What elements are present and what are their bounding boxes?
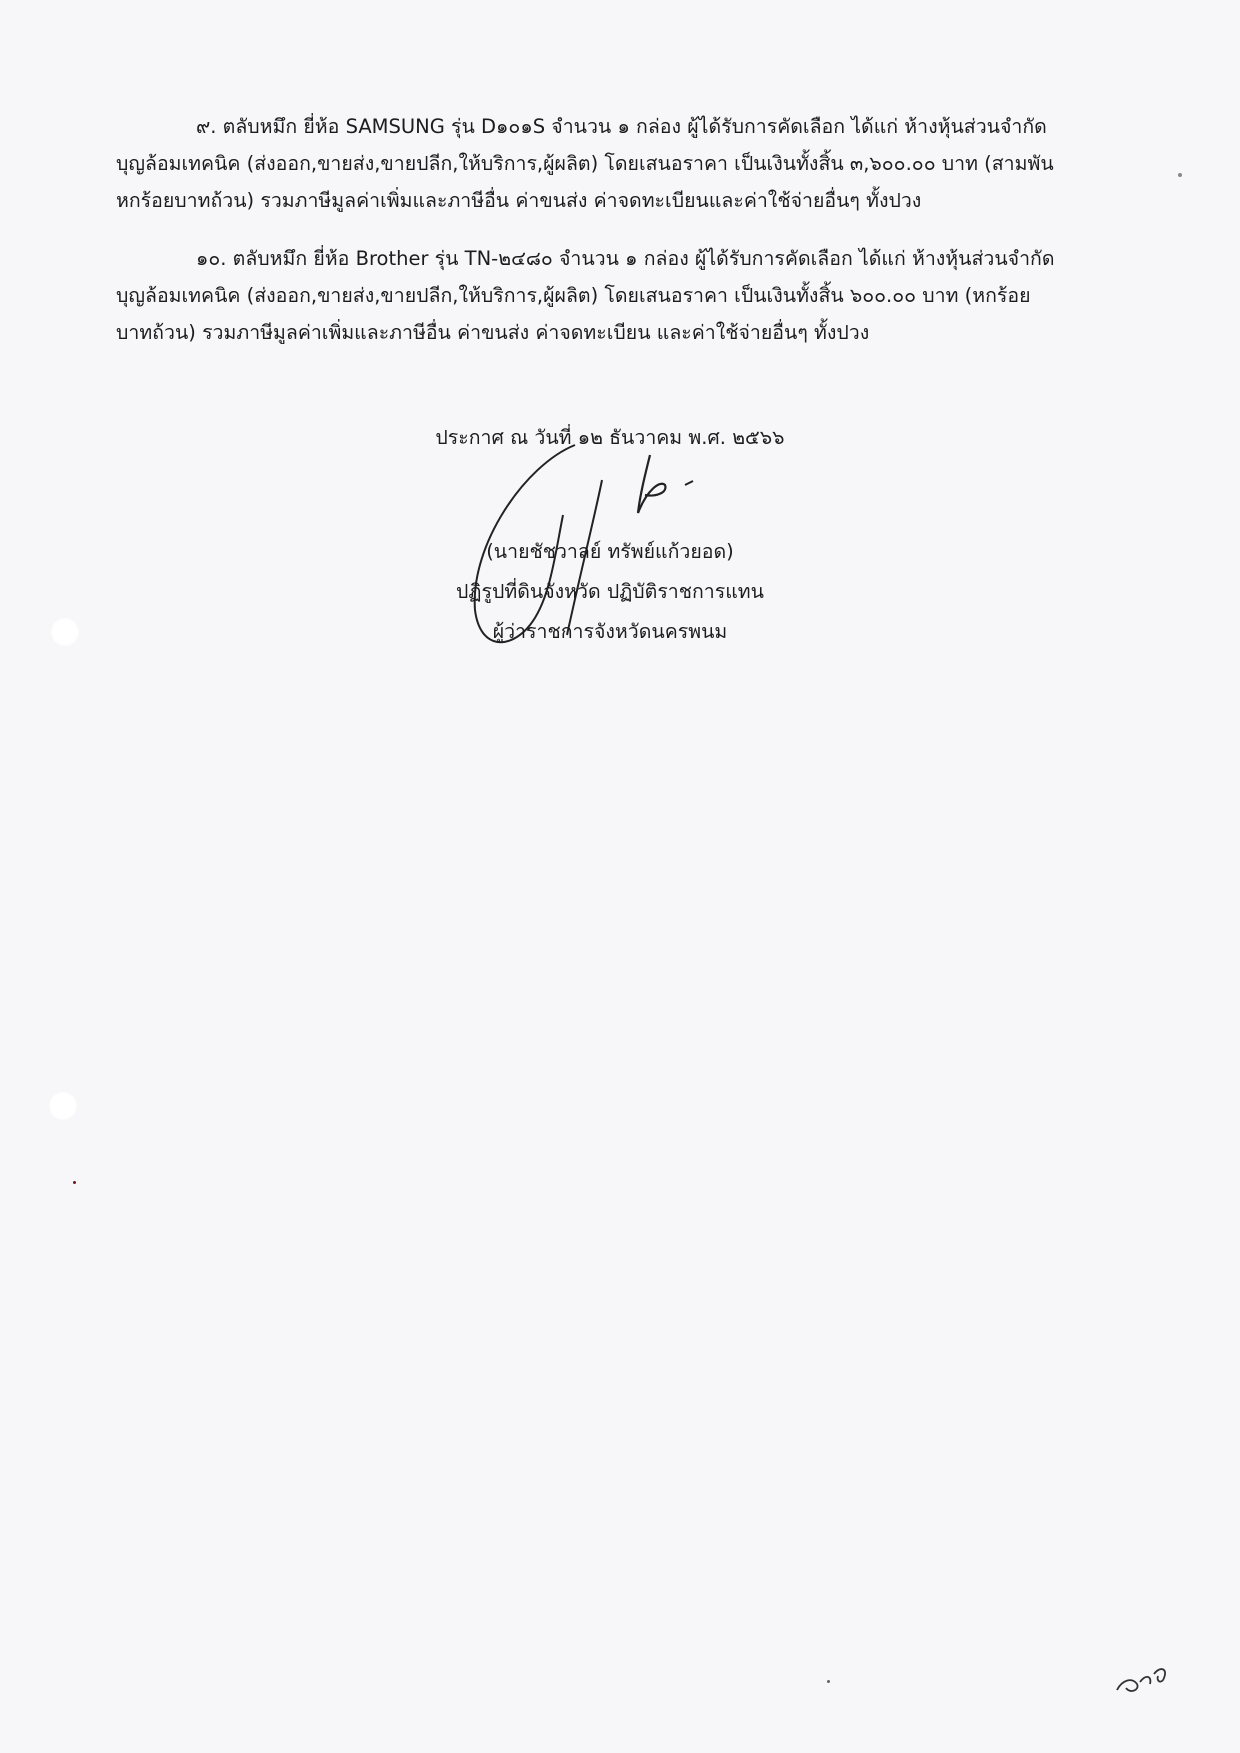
punch-hole (50, 617, 80, 647)
item-9-line-1: ๙. ตลับหมึก ยี่ห้อ SAMSUNG รุ่น D๑๐๑S จำนวน ๑ กล่อง ผู้ได้รับการคัดเลือก ได้แก่ ห้างหุ้นส่วนจำกัด (196, 115, 1047, 138)
item-10-line-1: ๑๐. ตลับหมึก ยี่ห้อ Brother รุ่น TN-๒๔๘๐ จำนวน ๑ กล่อง ผู้ได้รับการคัดเลือก ได้แก่ ห้างหุ้นส่วนจำกัด (196, 247, 1055, 270)
item-10-line-2: บุญล้อมเทคนิค (ส่งออก,ขายส่ง,ขายปลีก,ให้บริการ,ผู้ผลิต) โดยเสนอราคา เป็นเงินทั้งสิ้น ๖๐๐.๐๐ บาท (หกร้อย (116, 284, 1031, 307)
award-item-9 (116, 108, 1130, 219)
award-item-10 (116, 240, 1130, 351)
paper-speck (73, 1181, 76, 1184)
signer-block (380, 532, 840, 652)
signer-name: (นายชัชวาลย์ ทรัพย์แก้วยอด) (486, 540, 734, 563)
punch-hole (48, 1091, 78, 1121)
paper-speck (1178, 173, 1182, 177)
signer-position-1: ปฏิรูปที่ดินจังหวัด ปฏิบัติราชการแทน (456, 580, 764, 603)
paper-speck (827, 1680, 830, 1683)
item-10-line-3: บาทถ้วน) รวมภาษีมูลค่าเพิ่มและภาษีอื่น ค่าขนส่ง ค่าจดทะเบียน และค่าใช้จ่ายอื่นๆ ทั้งปวง (116, 321, 870, 344)
signer-position-2: ผู้ว่าราชการจังหวัดนครพนม (492, 620, 728, 643)
announcement-date-text: ประกาศ ณ วันที่ ๑๒ ธันวาคม พ.ศ. ๒๕๖๖ (435, 426, 785, 449)
handwritten-initials (1112, 1652, 1182, 1702)
item-9-line-2: บุญล้อมเทคนิค (ส่งออก,ขายส่ง,ขายปลีก,ให้บริการ,ผู้ผลิต) โดยเสนอราคา เป็นเงินทั้งสิ้น ๓,๖๐๐.๐๐ บาท (สามพัน (116, 152, 1054, 175)
item-9-line-3: หกร้อยบาทถ้วน) รวมภาษีมูลค่าเพิ่มและภาษีอื่น ค่าขนส่ง ค่าจดทะเบียนและค่าใช้จ่ายอื่นๆ ทั้งปวง (116, 189, 922, 212)
